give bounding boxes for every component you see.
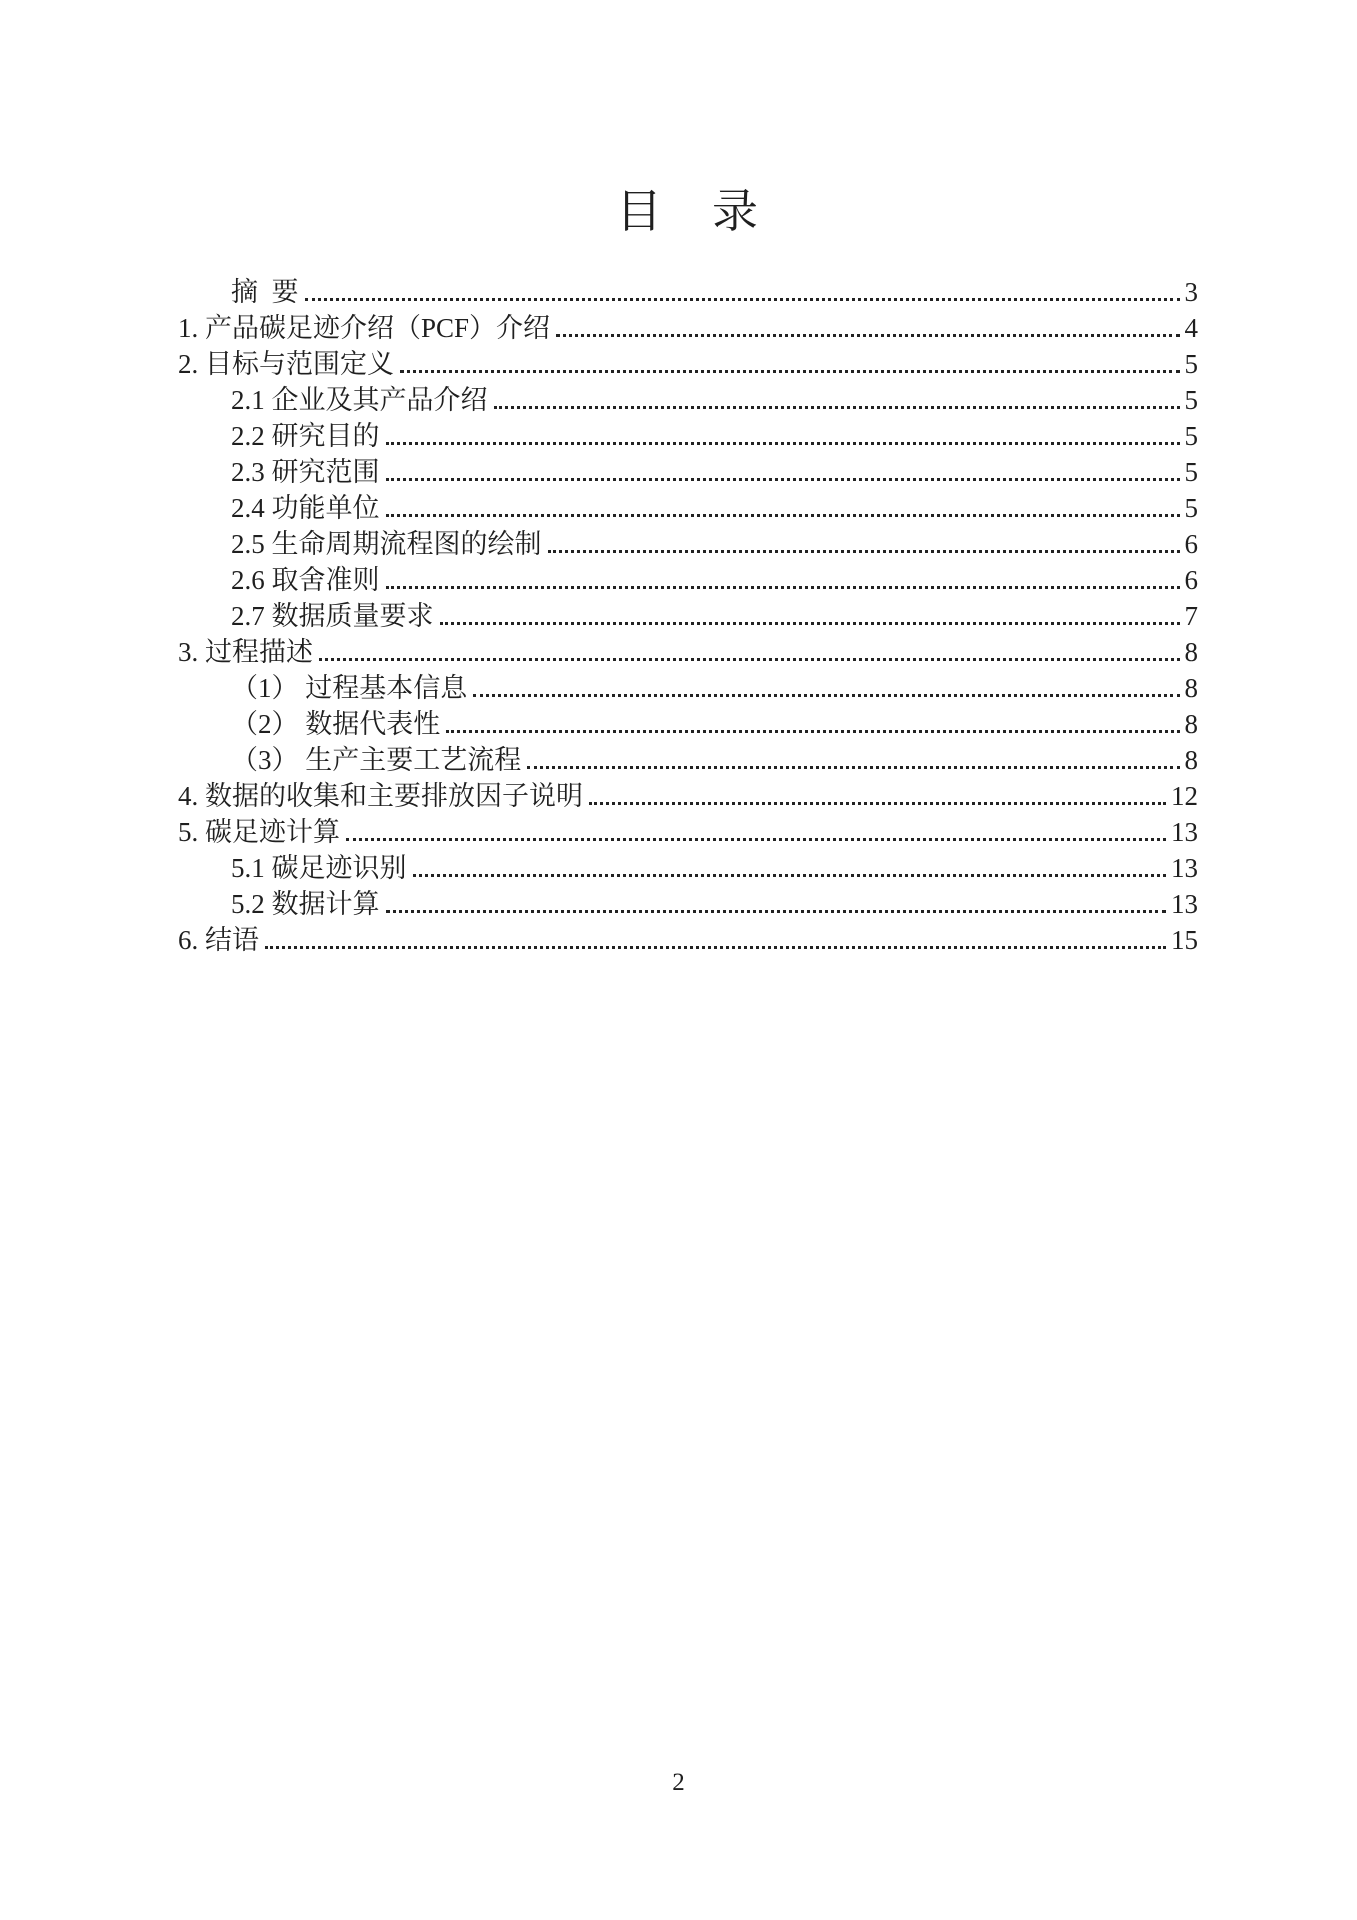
toc-entry-label: 2.1 企业及其产品介绍 xyxy=(231,385,488,415)
toc-entry[interactable] xyxy=(178,601,1198,637)
toc-dot-leader xyxy=(548,550,1180,553)
toc-entry[interactable] xyxy=(178,565,1198,601)
toc-entry-label: 2.2 研究目的 xyxy=(231,421,380,451)
toc-entry-label: 2.7 数据质量要求 xyxy=(231,601,434,631)
toc-entry[interactable] xyxy=(178,925,1198,961)
toc-entry-page: 8 xyxy=(1184,637,1198,667)
toc-dot-leader xyxy=(473,694,1179,697)
toc-entry-page: 5 xyxy=(1184,457,1198,487)
toc-entry-label: 5. 碳足迹计算 xyxy=(178,817,340,847)
toc-entry-label: 2.5 生命周期流程图的绘制 xyxy=(231,529,542,559)
toc-entry-page: 5 xyxy=(1184,349,1198,379)
toc-entry[interactable] xyxy=(178,313,1198,349)
page-content xyxy=(178,0,1198,961)
toc-entry[interactable] xyxy=(178,673,1198,709)
toc-entry-page: 6 xyxy=(1184,565,1198,595)
footer-page-number: 2 xyxy=(672,1769,685,1796)
toc-entry-page: 8 xyxy=(1184,745,1198,775)
toc-dot-leader xyxy=(265,946,1166,949)
toc-entry-label: 3. 过程描述 xyxy=(178,637,313,667)
toc-entry[interactable] xyxy=(178,529,1198,565)
toc-entry[interactable] xyxy=(178,493,1198,529)
toc-entry[interactable] xyxy=(178,457,1198,493)
toc-entry-label: （3） 生产主要工艺流程 xyxy=(231,745,522,775)
toc-entry-label: 摘 要 xyxy=(231,277,299,307)
toc-entry[interactable] xyxy=(178,385,1198,421)
toc-dot-leader xyxy=(413,874,1167,877)
toc-entry-label: 2.6 取舍准则 xyxy=(231,565,380,595)
toc-dot-leader xyxy=(386,478,1180,481)
toc-entry[interactable] xyxy=(178,889,1198,925)
toc-entry-label: （2） 数据代表性 xyxy=(231,709,441,739)
toc-title: 目 录 xyxy=(616,186,760,237)
toc-entry-label: 4. 数据的收集和主要排放因子说明 xyxy=(178,781,583,811)
toc-dot-leader xyxy=(446,730,1179,733)
toc-entry[interactable] xyxy=(178,817,1198,853)
toc-entry-page: 3 xyxy=(1184,277,1198,307)
toc-dot-leader xyxy=(305,298,1180,301)
toc-entry-label: 1. 产品碳足迹介绍（PCF）介绍 xyxy=(178,313,551,343)
toc-entry-label: 6. 结语 xyxy=(178,925,259,955)
toc-dot-leader xyxy=(440,622,1180,625)
toc-entry[interactable] xyxy=(178,745,1198,781)
toc-entry[interactable] xyxy=(178,637,1198,673)
toc-list xyxy=(178,277,1198,961)
toc-entry-label: 2. 目标与范围定义 xyxy=(178,349,394,379)
toc-entry-page: 13 xyxy=(1171,853,1198,883)
page-footer xyxy=(0,1768,1357,1798)
toc-dot-leader xyxy=(556,334,1179,337)
toc-entry-page: 13 xyxy=(1171,889,1198,919)
toc-entry-label: 2.4 功能单位 xyxy=(231,493,380,523)
toc-entry-page: 5 xyxy=(1184,421,1198,451)
toc-entry[interactable] xyxy=(178,421,1198,457)
toc-dot-leader xyxy=(319,658,1180,661)
toc-entry-page: 4 xyxy=(1184,313,1198,343)
toc-entry[interactable] xyxy=(178,349,1198,385)
toc-entry-page: 15 xyxy=(1171,925,1198,955)
toc-entry-label: 5.2 数据计算 xyxy=(231,889,380,919)
toc-entry-page: 5 xyxy=(1184,385,1198,415)
toc-entry-page: 8 xyxy=(1184,673,1198,703)
toc-entry-page: 12 xyxy=(1171,781,1198,811)
toc-entry[interactable] xyxy=(178,277,1198,313)
toc-dot-leader xyxy=(346,838,1166,841)
toc-dot-leader xyxy=(589,802,1166,805)
toc-dot-leader xyxy=(386,910,1167,913)
toc-entry-label: 2.3 研究范围 xyxy=(231,457,380,487)
toc-dot-leader xyxy=(494,406,1180,409)
toc-dot-leader xyxy=(386,514,1180,517)
toc-entry-page: 6 xyxy=(1184,529,1198,559)
toc-dot-leader xyxy=(386,442,1180,445)
toc-entry-label: （1） 过程基本信息 xyxy=(231,673,468,703)
toc-entry-page: 13 xyxy=(1171,817,1198,847)
toc-dot-leader xyxy=(527,766,1179,769)
toc-entry-page: 5 xyxy=(1184,493,1198,523)
toc-entry-page: 7 xyxy=(1184,601,1198,631)
toc-entry[interactable] xyxy=(178,853,1198,889)
toc-entry-page: 8 xyxy=(1184,709,1198,739)
toc-dot-leader xyxy=(386,586,1180,589)
toc-entry[interactable] xyxy=(178,781,1198,817)
toc-dot-leader xyxy=(400,370,1180,373)
toc-entry-label: 5.1 碳足迹识别 xyxy=(231,853,407,883)
toc-entry[interactable] xyxy=(178,709,1198,745)
